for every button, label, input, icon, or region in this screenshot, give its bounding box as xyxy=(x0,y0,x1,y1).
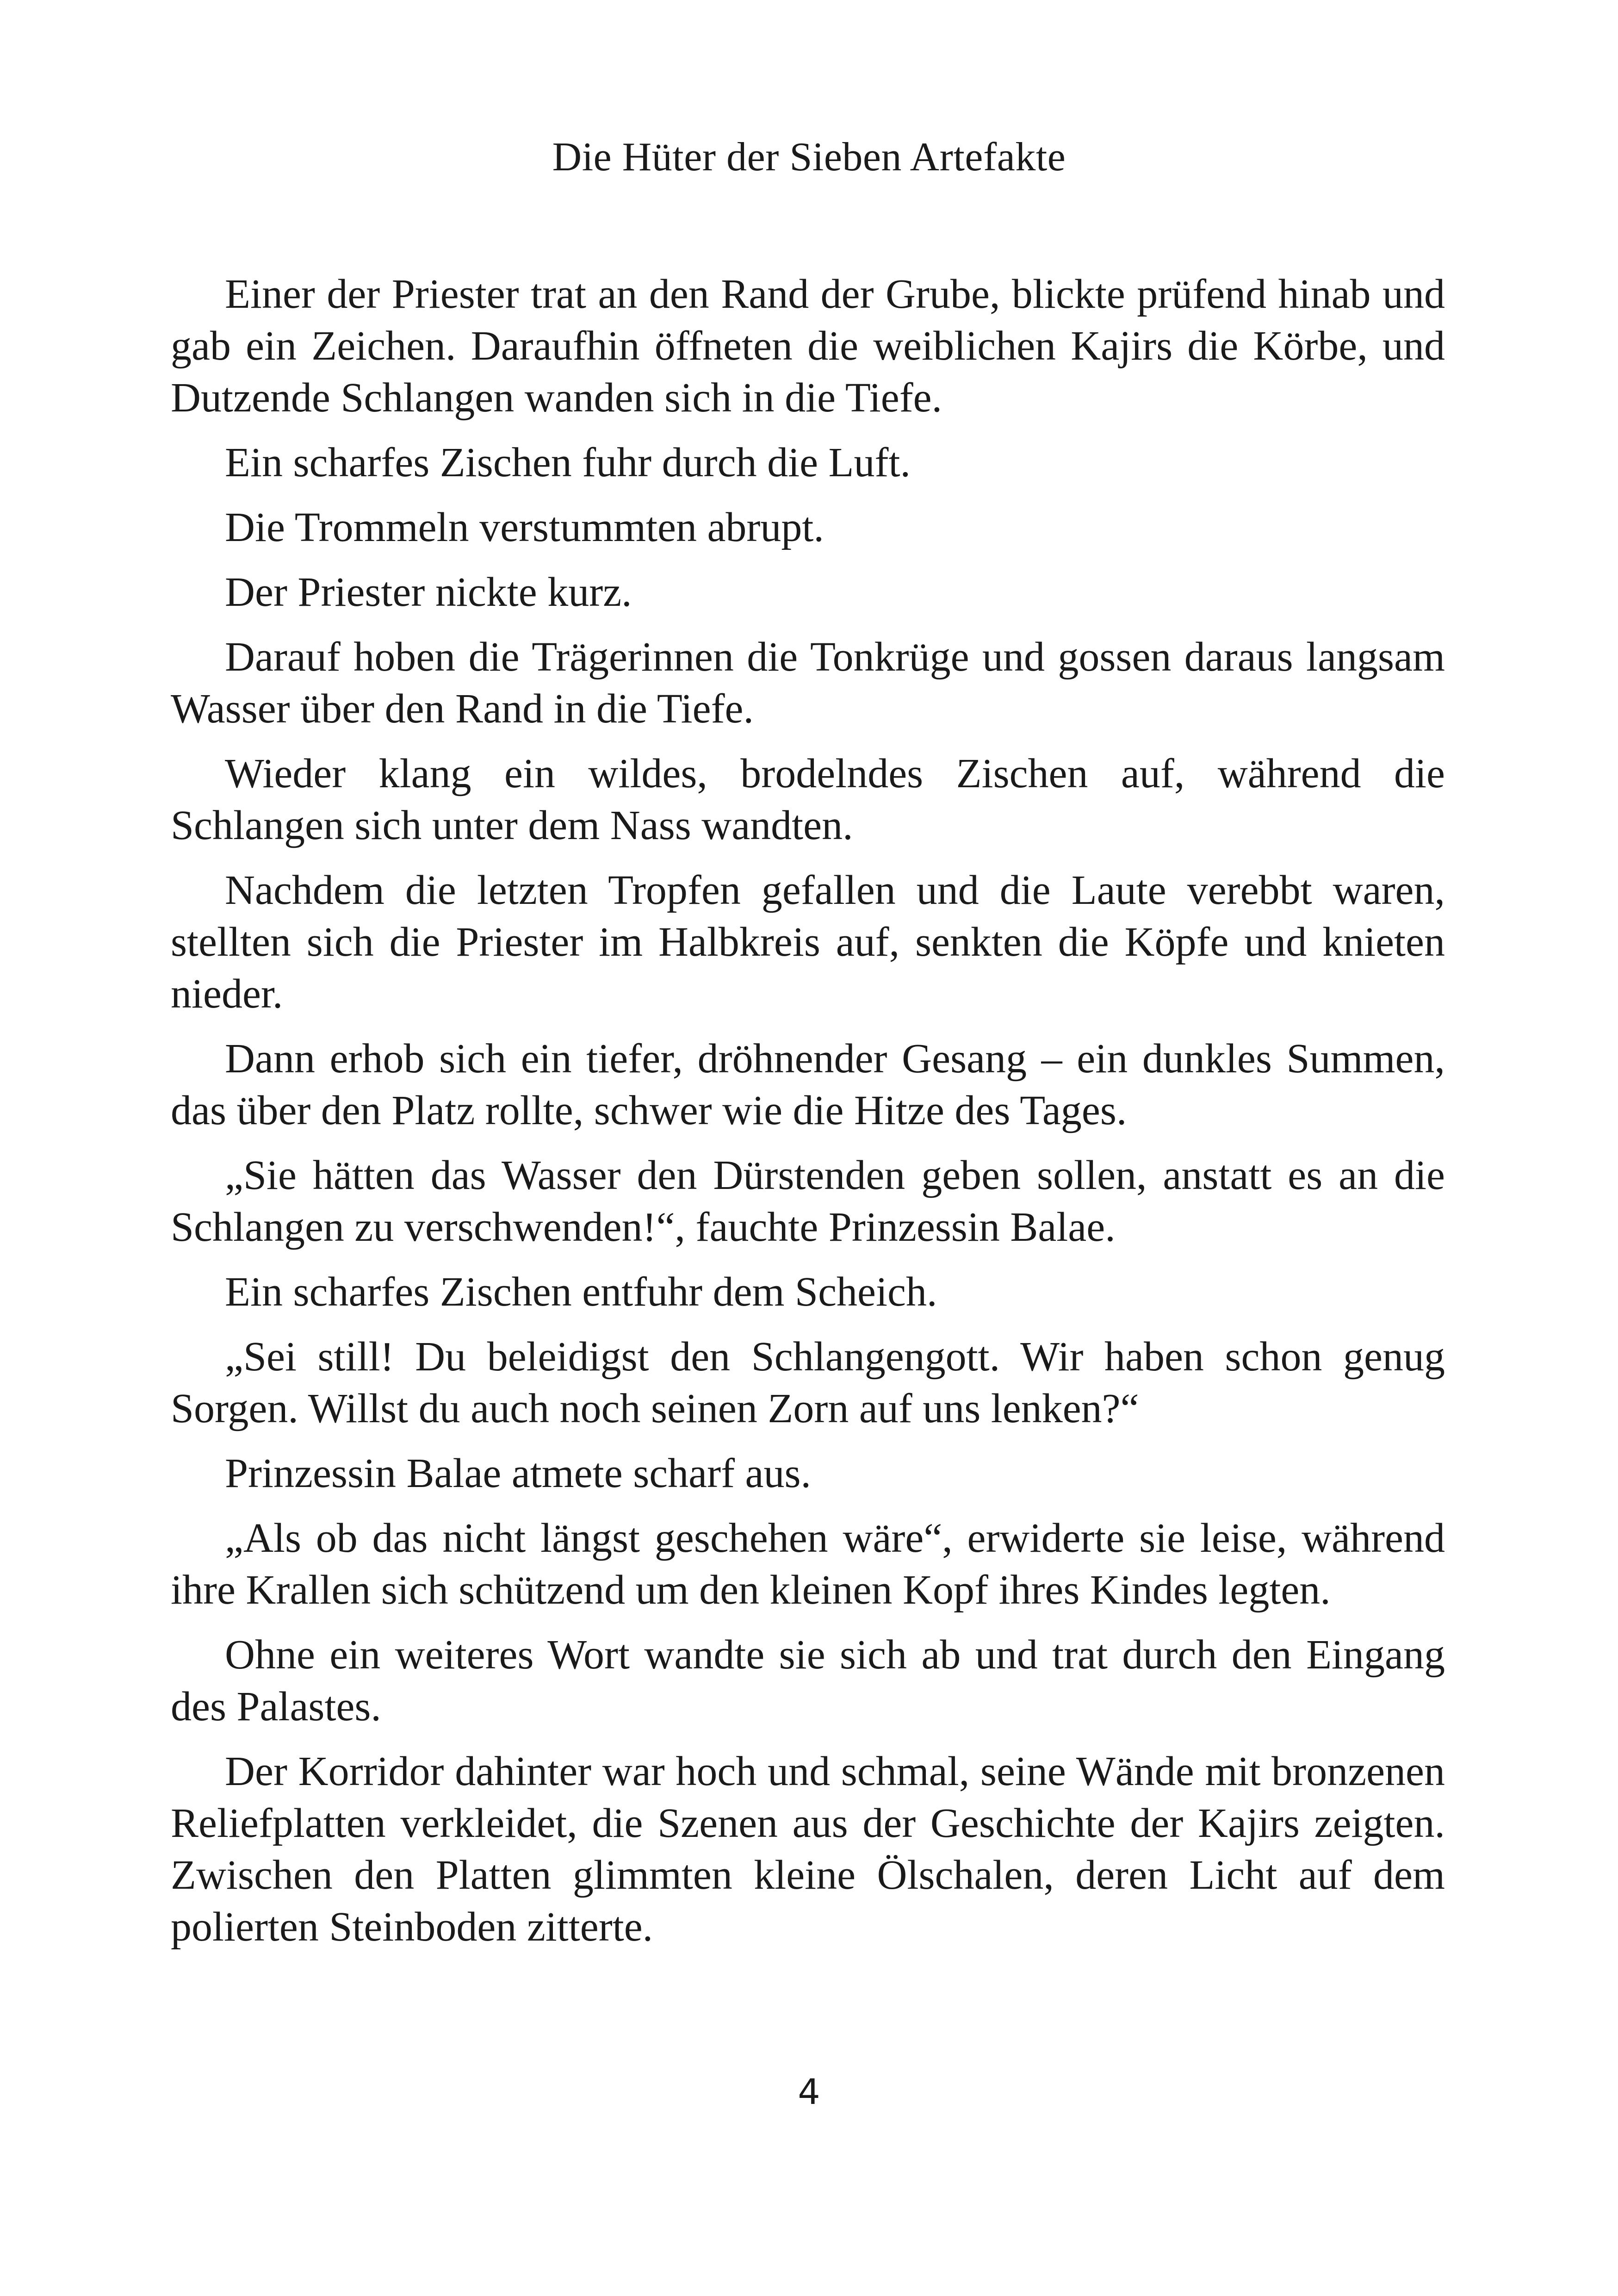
page-number: 4 xyxy=(798,2071,820,2112)
paragraph: Darauf hoben die Trägerinnen die Tonkrüge und gossen daraus langsam Wasser über den Rand in die Tiefe. xyxy=(171,634,1445,732)
body-text xyxy=(171,268,1445,1966)
paragraph: Die Trommeln verstummten abrupt. xyxy=(225,504,824,550)
paragraph: „Als ob das nicht längst geschehen wäre“, erwiderte sie leise, während ihre Krallen sich schützend um den kleinen Kopf ihres Kindes legten. xyxy=(171,1515,1445,1613)
paragraph: Nachdem die letzten Tropfen gefallen und die Laute verebbt waren, stellten sich die Priester im Halbkreis auf, senkten die Köpfe und knieten nieder. xyxy=(171,867,1445,1017)
paragraph: „Sie hätten das Wasser den Dürstenden geben sollen, anstatt es an die Schlangen zu verschwenden!“, fauchte Prinzessin Balae. xyxy=(171,1152,1445,1250)
paragraph: Dann erhob sich ein tiefer, dröhnender Gesang – ein dunkles Summen, das über den Platz rollte, schwer wie die Hitze des Tages. xyxy=(171,1036,1445,1133)
paragraph: Ein scharfes Zischen entfuhr dem Scheich. xyxy=(225,1269,937,1315)
paragraph: Prinzessin Balae atmete scharf aus. xyxy=(225,1450,812,1496)
paragraph: Ohne ein weiteres Wort wandte sie sich ab und trat durch den Eingang des Palastes. xyxy=(171,1632,1445,1730)
paragraph: Der Korridor dahinter war hoch und schmal, seine Wände mit bronzenen Reliefplatten verkleidet, die Szenen aus der Geschichte der Kajirs zeigten. Zwischen den Platten glimmten kleine Ölschalen, deren Licht auf dem polierten Steinboden zitterte. xyxy=(171,1748,1445,1950)
paragraph: Der Priester nickte kurz. xyxy=(225,569,632,615)
paragraph: „Sei still! Du beleidigst den Schlangengott. Wir haben schon genug Sorgen. Willst du auch noch seinen Zorn auf uns lenken?“ xyxy=(171,1334,1445,1431)
paragraph: Ein scharfes Zischen fuhr durch die Luft. xyxy=(225,440,911,485)
paragraph: Wieder klang ein wildes, brodelndes Zischen auf, während die Schlangen sich unter dem Nass wandten. xyxy=(171,751,1445,848)
paragraph: Einer der Priester trat an den Rand der Grube, blickte prüfend hinab und gab ein Zeichen. Daraufhin öffneten die weiblichen Kajirs die Körbe, und Dutzende Schlangen wanden sich in die Tiefe. xyxy=(171,271,1445,421)
running-header: Die Hüter der Sieben Artefakte xyxy=(552,135,1066,180)
